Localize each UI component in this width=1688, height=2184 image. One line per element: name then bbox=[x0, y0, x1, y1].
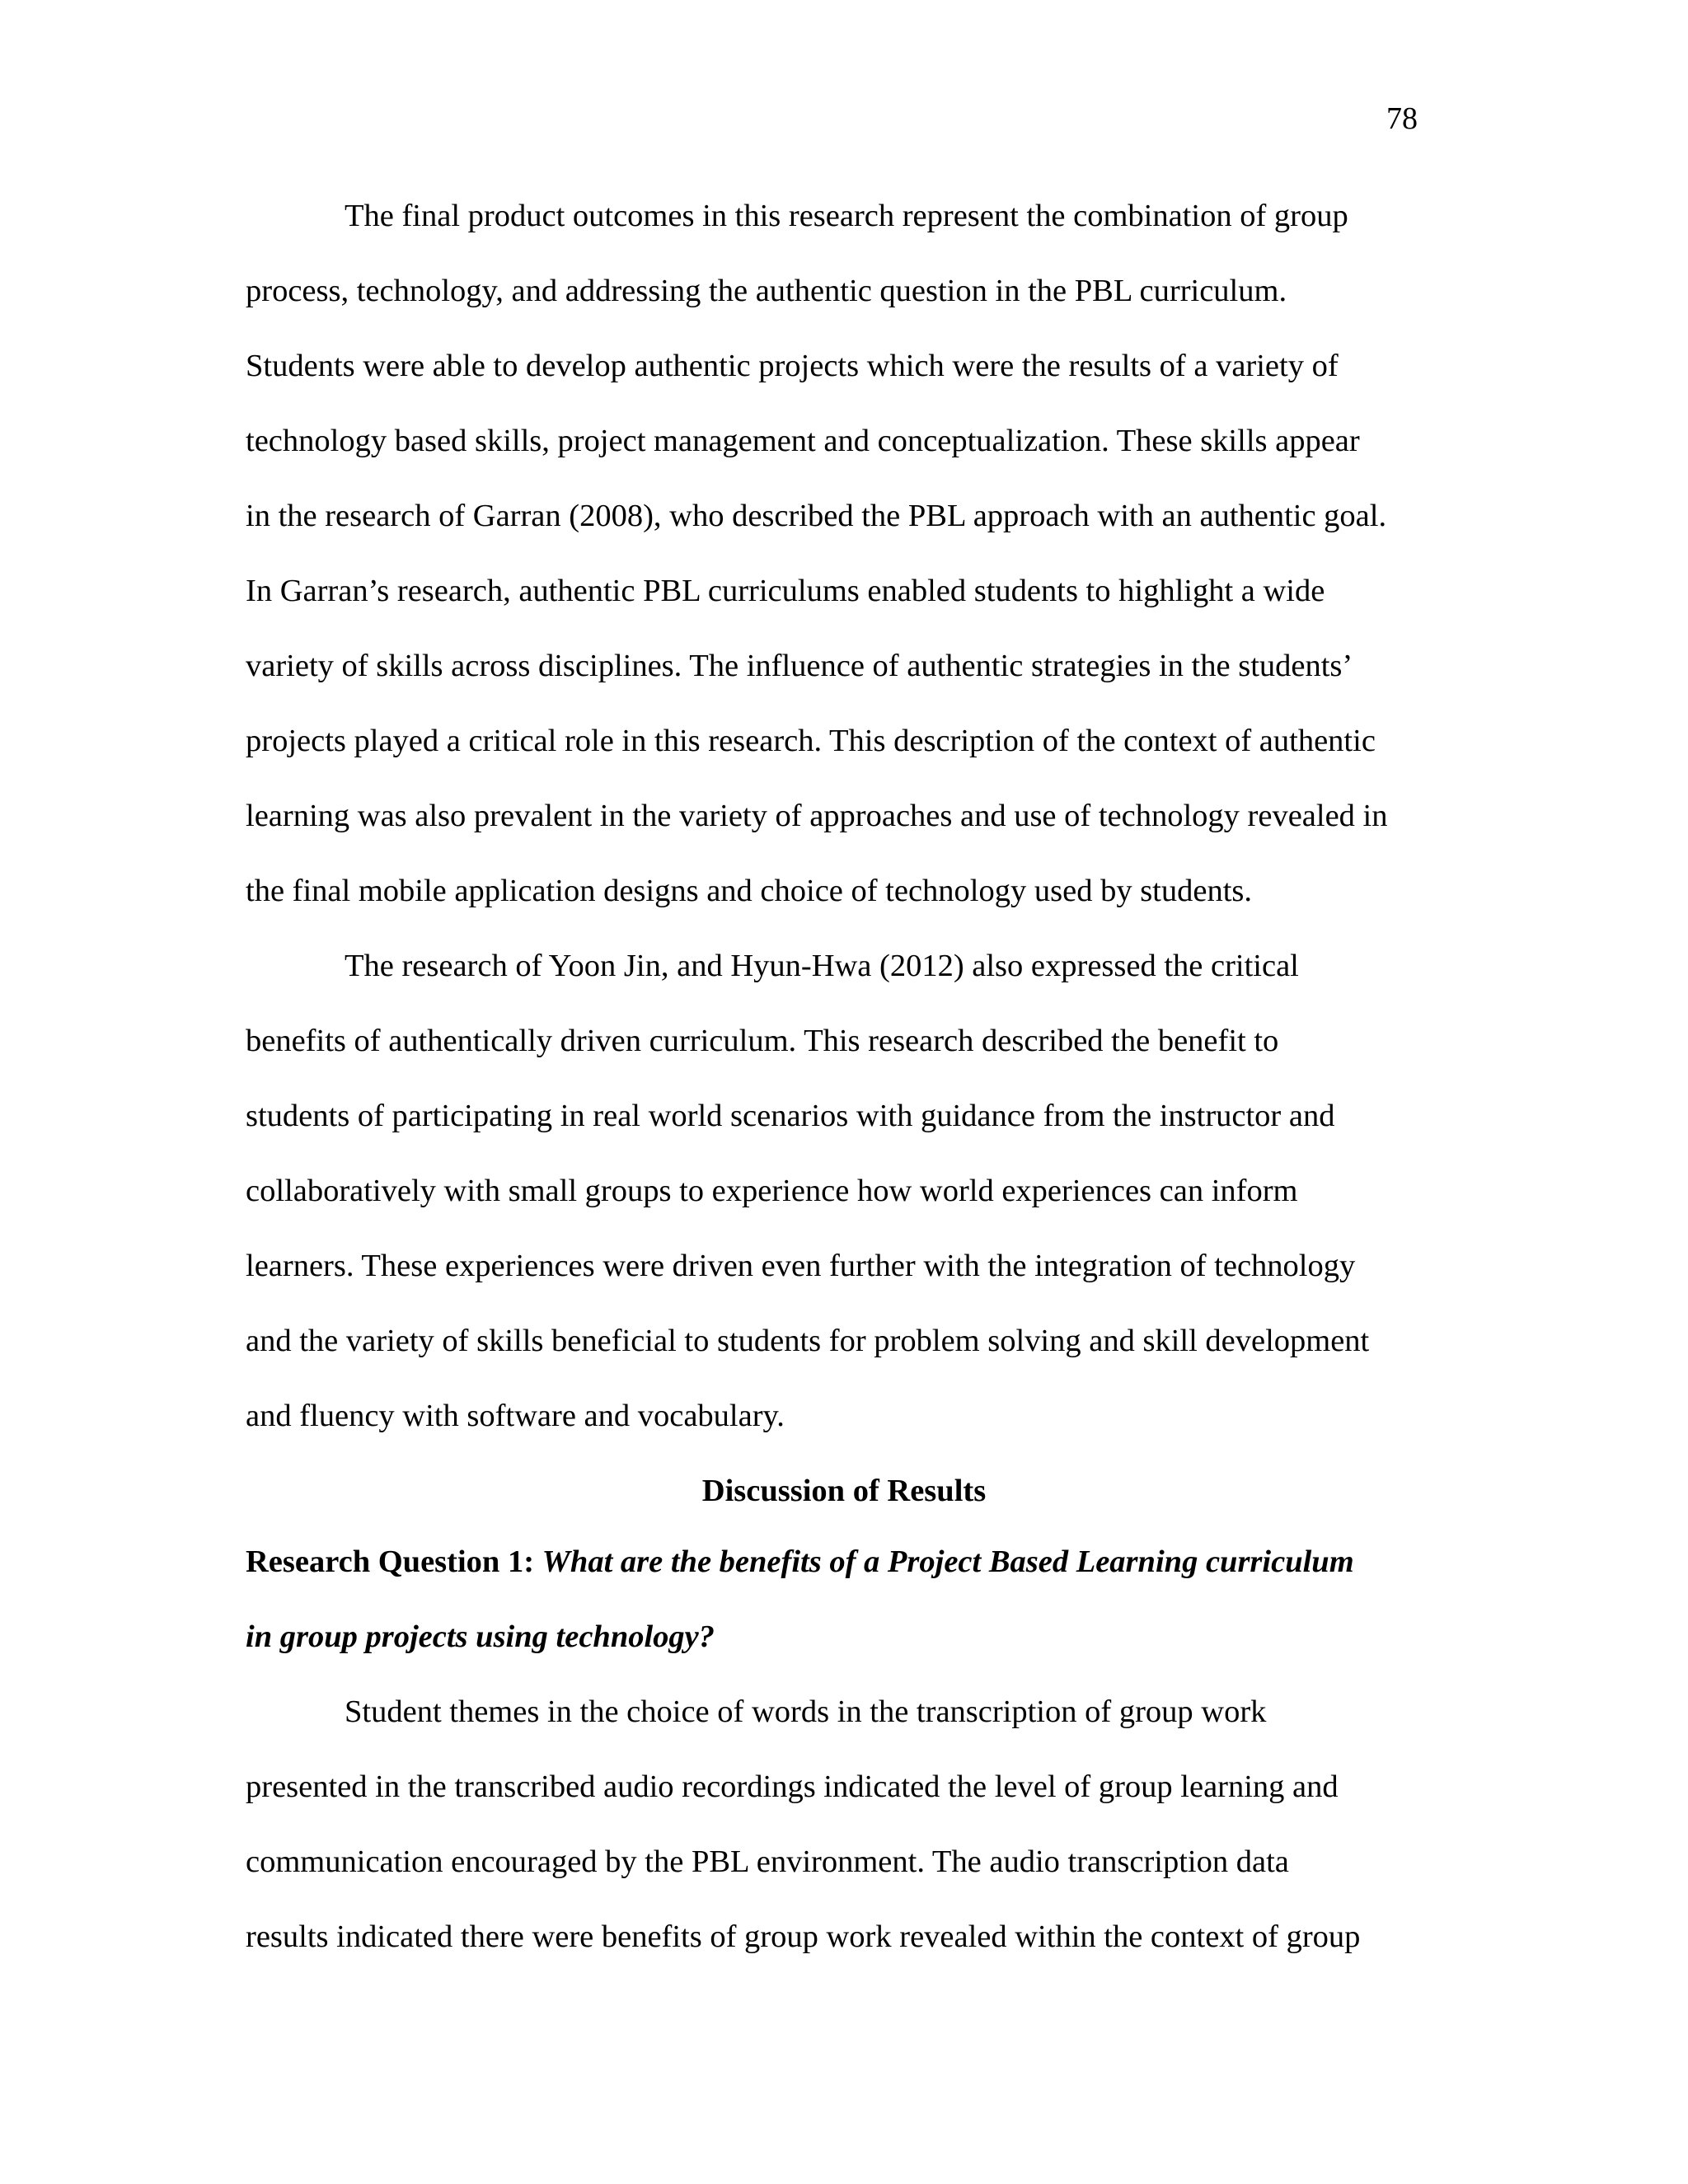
research-question-line-2: in group projects using technology? bbox=[246, 1619, 715, 1654]
paragraph3-line-2: presented in the transcribed audio recordings indicated the level of group learning and bbox=[246, 1769, 1339, 1804]
paragraph1-line-8: projects played a critical role in this research. This description of the context of authentic bbox=[246, 724, 1376, 758]
research-question-label: Research Question 1: bbox=[246, 1544, 542, 1579]
paragraph1-line-3: Students were able to develop authentic projects which were the results of a variety of bbox=[246, 349, 1339, 383]
paragraph2-line-3: students of participating in real world scenarios with guidance from the instructor and bbox=[246, 1099, 1335, 1133]
paragraph2-line-6: and the variety of skills beneficial to students for problem solving and skill development bbox=[246, 1324, 1370, 1358]
paragraph2-line-2: benefits of authentically driven curriculum. This research described the benefit to bbox=[246, 1024, 1279, 1058]
paragraph1-line-2: process, technology, and addressing the authentic question in the PBL curriculum. bbox=[246, 274, 1287, 308]
paragraph1-line-9: learning was also prevalent in the variety of approaches and use of technology revealed in bbox=[246, 799, 1388, 833]
paragraph3-line-1: Student themes in the choice of words in the transcription of group work bbox=[345, 1694, 1267, 1729]
paragraph3-line-4: results indicated there were benefits of group work revealed within the context of group bbox=[246, 1919, 1361, 1954]
paragraph1-line-10: the final mobile application designs and choice of technology used by students. bbox=[246, 874, 1253, 908]
research-question-text: What are the benefits of a Project Based Learning curriculum bbox=[542, 1544, 1354, 1579]
paragraph1-line-6: In Garran’s research, authentic PBL curriculums enabled students to highlight a wide bbox=[246, 574, 1325, 608]
paragraph2-line-4: collaboratively with small groups to experience how world experiences can inform bbox=[246, 1174, 1298, 1208]
paragraph2-line-5: learners. These experiences were driven even further with the integration of technology bbox=[246, 1249, 1356, 1283]
paragraph1-line-1: The final product outcomes in this research represent the combination of group bbox=[345, 199, 1348, 233]
page-number: 78 bbox=[1386, 101, 1418, 136]
paragraph1-line-5: in the research of Garran (2008), who described the PBL approach with an authentic goal. bbox=[246, 499, 1387, 533]
paragraph1-line-4: technology based skills, project management and conceptualization. These skills appear bbox=[246, 424, 1360, 458]
paragraph3-line-3: communication encouraged by the PBL environment. The audio transcription data bbox=[246, 1844, 1289, 1879]
section-heading: Discussion of Results bbox=[701, 1474, 987, 1508]
paragraph2-line-1: The research of Yoon Jin, and Hyun-Hwa (2012) also expressed the critical bbox=[345, 949, 1299, 983]
research-question-line-1 bbox=[246, 1540, 1354, 1583]
paragraph2-line-7: and fluency with software and vocabulary. bbox=[246, 1399, 785, 1433]
paragraph1-line-7: variety of skills across disciplines. The influence of authentic strategies in the students’ bbox=[246, 649, 1353, 683]
